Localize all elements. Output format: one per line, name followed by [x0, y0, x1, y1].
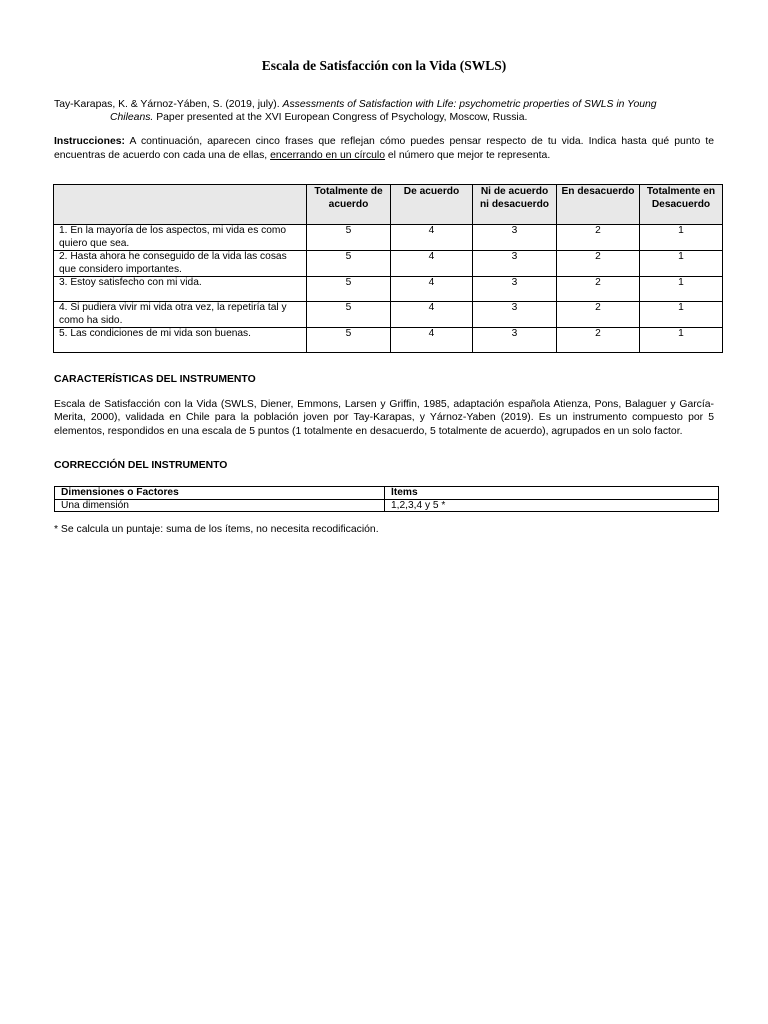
score-option[interactable]: 5: [307, 225, 391, 251]
correction-heading: CORRECCIÓN DEL INSTRUMENTO: [54, 460, 228, 471]
table-row: [54, 225, 723, 251]
score-option[interactable]: 4: [391, 328, 473, 353]
score-option[interactable]: 2: [557, 302, 640, 328]
instructions-text: A continuación, aparecen cinco frases que reflejan cómo puedes pensar respecto de tu vida. Indica hasta qué punto te encuentras de acuerdo con cada una de ellas,: [54, 136, 714, 161]
score-option[interactable]: 3: [473, 328, 557, 353]
header-en-desacuerdo: En desacuerdo: [557, 185, 640, 225]
scale-table: [53, 184, 723, 353]
header-blank: [54, 185, 307, 225]
characteristics-heading: CARACTERÍSTICAS DEL INSTRUMENTO: [54, 374, 256, 385]
dimension-cell: Una dimensión: [55, 499, 385, 512]
item-text: 4. Si pudiera vivir mi vida otra vez, la repetiría tal y como ha sido.: [54, 302, 307, 328]
footnote: * Se calcula un puntaje: suma de los ítems, no necesita recodificación.: [54, 524, 379, 535]
header-de-acuerdo: De acuerdo: [391, 185, 473, 225]
header-dimensions: Dimensiones o Factores: [55, 487, 385, 500]
score-option[interactable]: 2: [557, 225, 640, 251]
table-row: [54, 251, 723, 277]
item-text: 2. Hasta ahora he conseguido de la vida las cosas que considero importantes.: [54, 251, 307, 277]
score-option[interactable]: 3: [473, 302, 557, 328]
table-row: [54, 302, 723, 328]
header-items: Ítems: [385, 487, 719, 500]
score-option[interactable]: 1: [640, 251, 723, 277]
citation-work-title-cont: Chileans.: [110, 112, 154, 123]
header-totalmente-de-acuerdo: Totalmente de acuerdo: [307, 185, 391, 225]
table-row: [54, 328, 723, 353]
citation-venue: Paper presented at the XVI European Congress of Psychology, Moscow, Russia.: [156, 112, 528, 123]
score-option[interactable]: 2: [557, 328, 640, 353]
instructions-text-end: el número que mejor te representa.: [387, 149, 551, 161]
score-option[interactable]: 1: [640, 225, 723, 251]
score-option[interactable]: 4: [391, 251, 473, 277]
score-option[interactable]: 2: [557, 251, 640, 277]
items-cell: 1,2,3,4 y 5 *: [385, 499, 719, 512]
score-option[interactable]: 3: [473, 251, 557, 277]
characteristics-text: Escala de Satisfacción con la Vida (SWLS, Diener, Emmons, Larsen y Griffin, 1985, adaptación española Atienza, Pons, Balaguer y García-Merita, 2000), validada en Chile para la población joven por Tay-Karapas, y Yárnoz-Yaben (2019). Es un instrumento compuesto por 5 elementos, respondidos en una escala de 5 puntos (1 totalmente en desacuerdo, 5 totalmente de acuerdo), agrupados en un solo factor.: [54, 399, 714, 437]
score-option[interactable]: 4: [391, 277, 473, 302]
score-option[interactable]: 4: [391, 302, 473, 328]
citation-work-title: Assessments of Satisfaction with Life: psychometric properties of SWLS in Young: [282, 99, 657, 110]
header-totalmente-en-desacuerdo: Totalmente en Desacuerdo: [640, 185, 723, 225]
score-option[interactable]: 1: [640, 277, 723, 302]
header-ni-de-acuerdo: Ni de acuerdo ni desacuerdo: [473, 185, 557, 225]
table-row: [54, 277, 723, 302]
item-text: 5. Las condiciones de mi vida son buenas.: [54, 328, 307, 353]
document-title: Escala de Satisfacción con la Vida (SWLS): [261, 58, 507, 73]
score-option[interactable]: 3: [473, 225, 557, 251]
instructions-underlined: encerrando en un círculo: [270, 149, 386, 161]
score-option[interactable]: 1: [640, 328, 723, 353]
citation: [54, 98, 714, 124]
score-option[interactable]: 5: [307, 302, 391, 328]
instructions: [54, 135, 714, 162]
score-option[interactable]: 5: [307, 277, 391, 302]
scale-header-row: [54, 185, 723, 225]
instructions-label: Instrucciones:: [54, 136, 126, 147]
score-option[interactable]: 4: [391, 225, 473, 251]
item-text: 3. Estoy satisfecho con mi vida.: [54, 277, 307, 302]
score-option[interactable]: 2: [557, 277, 640, 302]
item-text: 1. En la mayoría de los aspectos, mi vida es como quiero que sea.: [54, 225, 307, 251]
citation-authors: Tay-Karapas, K. & Yárnoz-Yáben, S. (2019, july).: [54, 99, 280, 110]
score-option[interactable]: 3: [473, 277, 557, 302]
score-option[interactable]: 5: [307, 251, 391, 277]
correction-header-row: [55, 487, 719, 500]
correction-table: [54, 486, 719, 512]
table-row: [55, 499, 719, 512]
score-option[interactable]: 5: [307, 328, 391, 353]
score-option[interactable]: 1: [640, 302, 723, 328]
